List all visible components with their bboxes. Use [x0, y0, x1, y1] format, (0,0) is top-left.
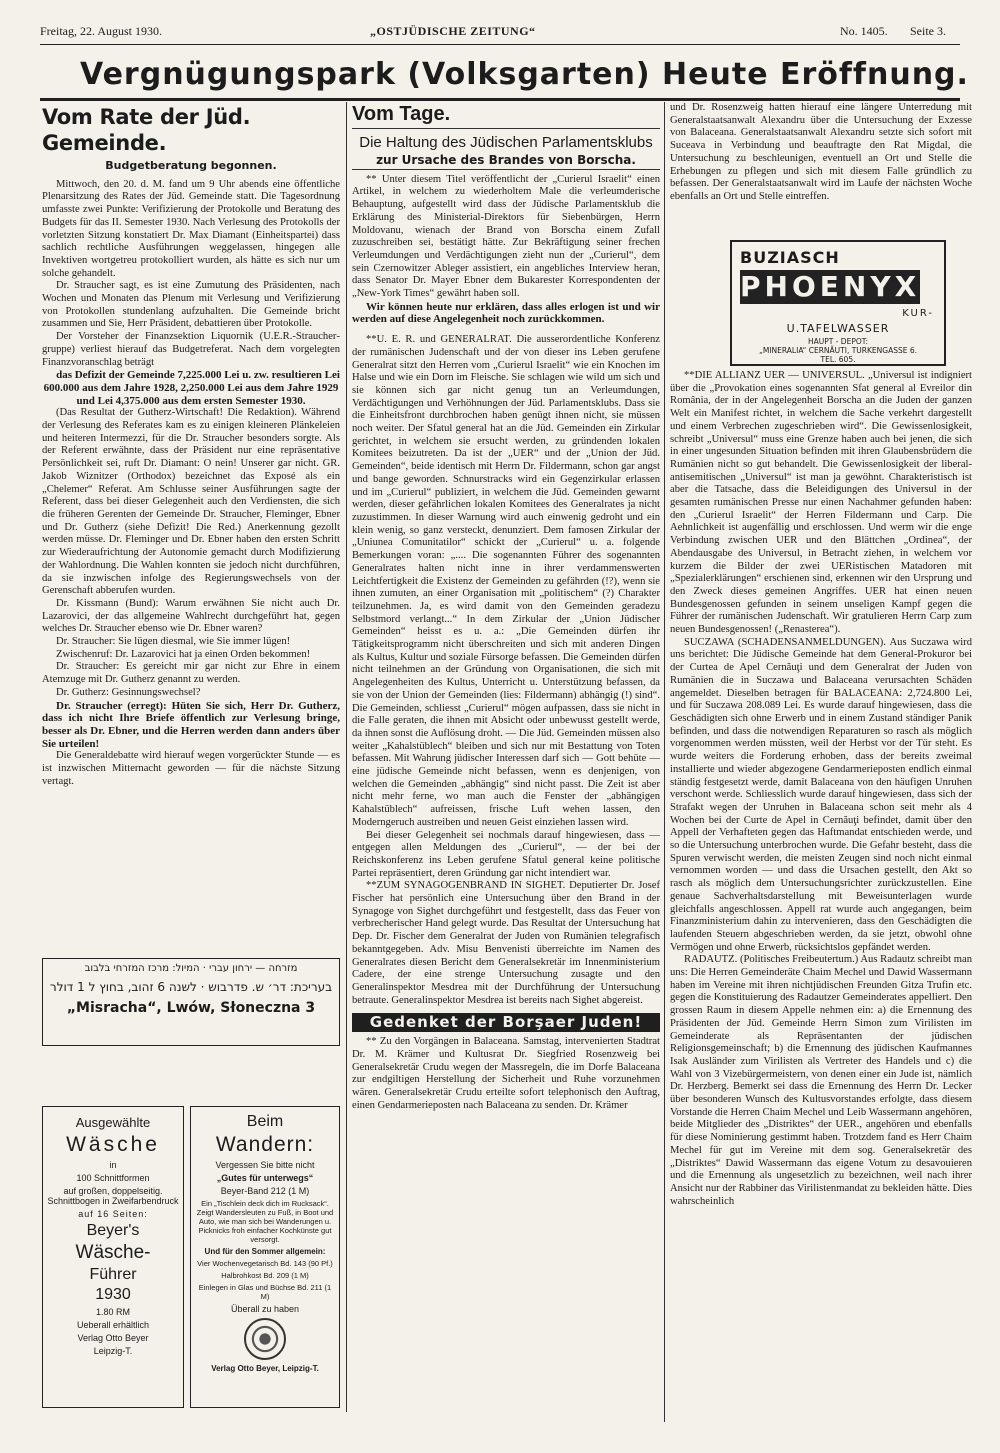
wandern-advertisement — [190, 1106, 340, 1408]
paragraph: SUCZAWA (SCHADENSANMELDUNGEN). Aus Suczawa wird uns berichtet: Die Jüdische Gemeinde hat dem General-Prokuror bei der Curtea de Apel Cernăuţi und dem Generalrat der Juden von Rumänien die in Suczawa und Balaceana verursachten Schäden angemeldet. Dieselben betragen für BALACEANA: 2,724.800 Lei, und für Suczawa 208.089 Lei. Es wurde darauf hingewiesen, dass die Geschädigten sich ohne Erwerb und in einem Zustand ständiger Panik befinden, und dass die notwendigen Reparaturen so rasch als möglich vorgenommen werden müssten, weil der Herbst vor der Tür steht. Es wurde weiters die Forderung erhoben, dass der bereits zweimal installierte und wieder abgezogene Gendarmerieposten endlich einmal ständig festgesetzt werde, damit Balaceana von den häufigen Unruhen verschont werde. Schliesslich wurde darauf hingewiesen, dass sich der Strafakt wegen der Unruhen in Balaceana schon seit mehr als 4 Wochen bei der Curte de Apel in Cernăuţi befindet, damit über den Appell der Verhafteten gegen das Haftmandat entschieden werde, und so die Untersuchung unterbrochen wurde. Die Gefahr besteht, dass die Spuren verwischt werden, die meisten Zeugen sind noch nicht einmal vernommen worden — und dass die Ursachen gestellt, den Akt so rasch als möglich dem Untersuchungsrichter zurückzustellen. Eine genaue Sachverhaltsdarstellung mit Beweisunterlagen wurde gleichfalls angeschlossen. Appell rat wurde auch angegangen, beim Finanzministerium dahin zu intervenieren, dass den Geschädigten die laufenden Steuern abgeschrieben werden, da sie jetzt, obwohl ohne Vermögen und ohne Erwerb, rücksichtslos gepfändet werden. — [670, 636, 972, 953]
ad-line: Halbrohkost Bd. 209 (1 M) — [221, 1271, 309, 1280]
ad-line: Beim — [246, 1113, 284, 1130]
paragraph: Mittwoch, den 20. d. M. fand um 9 Uhr abends eine öffentliche Plenarsitzung des Rates der Jüd. Gemeinde statt. Die Tagesordnung umfasste zwei Punkte: Verifizierung der Protokolle und Beratung des Budgets für das II. Semester 1930. Nach Verlesung des Protokolls der vorletzten Sitzung konstatiert Dr. Max Diamant (Einheitspartei) dass sachlich rechtliche Ausführungen weggelassen, hingegen alle Invektiven wortgetreu protokolliert wurden, als hätte es sich nur um solche gehandelt. — [42, 178, 340, 279]
ad-line: Ein „Tischlein deck dich im Rucksack“. Zeigt Wandersleuten zu Fuß, in Boot und Auto, wie man sich bei Wanderungen u. Picknicks froh einfacher Kochkünste gut versorgt. — [196, 1199, 334, 1244]
paragraph: und Dr. Rosenzweig hatten hierauf eine längere Unterredung mit Generalstaatsanwalt Alexandru über die Untersuchung der Exzesse von Balaceana. Generalstaatsanwalt Alexandru setzte sich sofort mit Suceava in Verbindung und beauftragte den Rat Migdal, die Untersuchung zu beschleunigen, eventuell an Ort und Stelle die Erhebungen zu pflegen und sich mit diesem Falle gründlich zu befassen. Der Generalstaatsanwalt wird im Laufe der nächsten Woche ebenfalls an Ort und Stelle eintreffen. — [670, 102, 972, 202]
ad-line: KUR- — [902, 308, 934, 319]
ad-line: „Gutes für unterwegs“ — [216, 1173, 314, 1183]
article-subtitle-borscha: zur Ursache des Brandes von Borscha. — [352, 154, 660, 170]
ad-line: auf großen, doppelseitig. Schnittbogen in Zweifarbendruck — [47, 1186, 179, 1206]
ad-line: auf 16 Seiten: — [78, 1209, 148, 1219]
paragraph: Dr. Straucher: Sie lügen diesmal, wie Sie immer lügen! — [56, 636, 291, 648]
ad-line: 1930 — [95, 1286, 131, 1303]
ad-line: Wandern: — [215, 1133, 315, 1156]
paragraph: ** Zu den Vorgängen in Balaceana. Samstag, intervenierten Stadtrat Dr. M. Krämer und Kultusrat Dr. Siegfried Rosenzweig bei Generalsekretär Crudu wegen der Massregeln, die im Dorfe Balaceana zur endgiltigen Herstellung der Sicherheit und Ruhe vorzunehmen wären. Generalsekretär Crudu erteilte sofort telephonisch den Auftrag, einen Gendarmerieposten nach Balaceana zu senden. Dr. Krämer — [352, 1036, 660, 1111]
ad-line: Vier Wochenvegetarisch Bd. 143 (90 Pf.) — [197, 1259, 333, 1268]
spacer — [352, 326, 660, 334]
ad-line: 100 Schnittformen — [76, 1173, 150, 1183]
ad-line: TEL. 605. — [820, 355, 856, 364]
paragraph: RADAUTZ. (Politisches Freibeutertum.) Aus Radautz schreibt man uns: Die Herren Gemeinderäte Chaim Mechel und Dawid Wassermann haben im Vereine mit ihren nichtjüdischen Freunden Gitza Trufin etc. gegen die Konstituierung des Radautzer Gemeinderates appelliert. Den grossen Raum in diesem Appelle nehmen ein: a) die Ernennung des Präsidenten der Jüd. Gemeinde Herrn Simon zum Virilisten im Gemeinderate als Repräsentanten der jüdischen Religionsgemeinschaft; b) die Ernennung des jüdischen Kaufmannes Isak Ausländer zum Virilisten als Vertreter des Handels und c) die Wahl von 3 Vizebürgermeistern, von denen einer ein Jude ist, nämlich Dr. Herzberg. Bemerkt sei dass die Ernennung des Herrn Dr. Lecker über besonderen Wunsch des Kultusvorstandes erfolgte, dass diesem Vorstande die Herren Chaim Mechel und Leib Wassermann angehören, beide Mitglieder des „Distriktes“ der UER., angehören und ebenfalls für diese Nominierung gestimmt haben. Trotzdem fand es Herr Chaim Mechel für gut im Vereine mit dem sog. Generalsekretär des „Distriktes“ Dawid Wassermann das eigene Votum zu desavouieren und die Ernennung als ungesetzlich zu bezeichnen, weil nach ihrer Ansicht nur der Rabbiner das Virilistenmandat zu bekleiden hätte. Dies wahrscheinlich — [670, 954, 972, 1207]
paragraph: Bei dieser Gelegenheit sei nochmals darauf hingewiesen, dass — entgegen allen Meldungen des „Curierul“, — der bei der Reichskonferenz ins Leben gerufene Sfatul general keine politische Partei repräsentiert, deren Gründung gar nicht intendiert war. — [352, 829, 660, 879]
ad-line: „MINERALIA“ CERNĂUTI, TURKENGASSE 6. — [758, 346, 918, 355]
ad-line: Beyer's — [86, 1222, 140, 1239]
paragraph: (Das Resultat der Gutherz-Wirtschaft! Die Redaktion). Während der Verlesung des Referates kam es zu einigen kleineren Plänkeleien und heiteren Intermezzi, für die Dr. Straucher besonders sorgte. Als der Referent erwähnte, dass der Präsident nur eine repräsentative Persönlichkeit sei, ruft Dr. Diamant: O nein! Unserer gar nicht. GR. Jakob Wiznitzer (Orthodox) bezeichnet das Exposé als ein „Chelemer“ Referat. Am Schlusse seiner Ausführungen sagte der Referent, dass bei dieser Gelegenheit auch den Verdiensten, die sich die früheren Gerenten der Gemeinde Dr. Straucher, Fleminger, Ebner und Dr. Gutherz (siehe Defizit! Die Red.) Anerkennung gezollt werden müsse. Dr. Fleminger und Dr. Ebner haben den ersten Schritt zur Wiederaufrichtung der Autonomie gemacht durch Modifizierung der Wahlordnung. Die Wahlen konnten sie jedoch nicht durchführen, da sie inzwischen infolge des Regierungswechsels von der Gerenschaft abberufen wurden. — [42, 407, 340, 597]
column-divider-1 — [346, 102, 347, 1412]
phoenix-mineralwater-advertisement — [730, 240, 946, 366]
ad-line: Ausgewählte — [75, 1115, 151, 1130]
ad-line: Vergessen Sie bitte nicht — [215, 1160, 315, 1170]
issue-number: No. 1405. — [840, 24, 888, 38]
deficit-statement: das Defizit der Gemeinde 7,225.000 Lei u. zw. resultieren Lei 600.000 aus dem Jahre 1928, 2,250.000 Lei aus dem Jahre 1929 und Lei 4,375.000 aus dem ersten Semester 1930. — [43, 369, 340, 407]
memorial-banner: Gedenket der Borşaer Juden! — [352, 1013, 660, 1032]
column-2 — [352, 102, 660, 1420]
ad-line: Wäsche — [66, 1133, 160, 1156]
ad-line: Einlegen in Glas und Büchse Bd. 211 (1 M) — [198, 1283, 332, 1301]
paragraph: Dr. Straucher sagt, es ist eine Zumutung des Präsidenten, nach Wochen und Monaten das Plenum mit Verlesung und Verifizierung von Protokollen stundenlang aufzuhalten. Die Gemeinde bricht zusammen und Sie, Herr Präsident, debattieren über Protokolle. — [42, 280, 340, 330]
ad-line: in — [109, 1160, 117, 1170]
ad-line: בעריכת: דר׳ ש. פדרבוש · לשנה 6 זהוב, בחוץ ל 1 דולר — [49, 980, 333, 994]
banner-rule — [40, 98, 960, 101]
ad-line: HAUPT - DEPOT: — [807, 337, 869, 346]
misracha-advertisement — [42, 958, 340, 1046]
ad-line: Überall zu haben — [230, 1304, 300, 1314]
article-subtitle: Budgetberatung begonnen. — [105, 159, 277, 172]
header-rule — [40, 44, 960, 45]
ad-line: Und für den Sommer allgemein: — [204, 1247, 326, 1256]
divider — [352, 128, 660, 129]
paragraph: Dr. Gutherz: Gesinnungswechsel? — [56, 686, 201, 698]
paragraph: **DIE ALLIANZ UER — UNIVERSUL. „Universul ist indigniert über die „Provokation eines sogenannten Sfat general al Evreilor din România, der in der Angelegenheit Borscha an die Juden der ganzen Welt ein Manifest richtet, in welchem die Sache verkehrt dargestellt und einem Verbrechen zugeschrieben wird“. Die Gewissenlosigkeit, schreibt „Universul“ muss eine Grenze haben auch bei jenen, die sich in einer ungesunden Situation befinden mit ihren Glaubensbrüdern die Rumänien nicht so gut behandelt. Die Gewissenlosigkeit der liberal-antisemitischen „Universul“ ist man ja gewöhnt. Charakteristisch ist aber die Tatsache, dass die Beleidigungen des Universul in der gesamten rumänischen Presse nur einen Nachahmer gefunden haben: den „Curierul Israelit“ der Herren Fildermann und Carp. Die Aehnlichkeit ist augenfällig und erschlossen. Und werm wir die enge Verbindung zwischen UER und den Blättchen „Ordinea“, der Abendausgabe des Universul, in Betracht ziehen, in welchem vor kurzem die Bilder der zwei UERistischen Matadoren mit „Spezialerklärungen“ erschienen sind, erkennen wir den Ursprung und den Zweck dieses gemeinen Angriffes. UER hat einen neuen Bundesgenossen gefunden in seinem unseligen Kampf gegen die Führer der rumänischen Judenschaft. Wir gratulieren Herrn Carp zum neuen Bundesgenossen! („Renasterea“). — [670, 370, 972, 636]
banner-headline: Vergnügungspark (Volksgarten) Heute Eröffnung. — [80, 57, 969, 92]
ad-line: Verlag Otto Beyer, Leipzig-T. — [211, 1364, 319, 1373]
column-3-top — [670, 102, 972, 225]
paragraph: **ZUM SYNAGOGENBRAND IN SIGHET. Deputierter Dr. Josef Fischer hat persönlich eine Untersuchung über den Brand in der Synagoge von Sighet durchgeführt und festgestellt, dass das Feuer von verbrecherischer Hand gelegt wurde. Das Resultat der Untersuchung hat Dep. Dr. Fischer dem Generalrat der Juden von Rumänien telegrafisch bekanntgegeben. Adv. Misu Benvenisti überreichte im Namen des Generalrates diesen Bericht dem Generalsekretär im Innenministerium Cadere, der eine strenge Untersuchung zusagte und den Generalinspektor Mesdrea mit der Durchführung der Untersuchung betraute. Generalinspektor Mesdrea ist bereits nach Sighet abgereist. — [352, 880, 660, 1006]
page-number: Seite 3. — [910, 24, 946, 38]
publisher-logo-icon — [244, 1318, 286, 1360]
ad-line: Leipzig-T. — [93, 1346, 133, 1356]
paper-name: „OSTJÜDISCHE ZEITUNG“ — [370, 24, 536, 38]
ad-line: Führer — [89, 1266, 137, 1283]
paragraph: Die Generaldebatte wird hierauf wegen vorgerückter Stunde — es ist inzwischen Mitternacht geworden — für die nächste Sitzung vertagt. — [42, 750, 340, 787]
ad-line: Verlag Otto Beyer — [77, 1333, 149, 1343]
paragraph: Dr. Straucher: Es gereicht mir gar nicht zur Ehre in einem Atemzuge mit Dr. Gutherz genannt zu werden. — [42, 661, 340, 686]
ad-line: Beyer-Band 212 (1 M) — [220, 1186, 310, 1196]
column-3 — [670, 370, 972, 1420]
paragraph-bold: Wir können heute nur erklären, dass alles erlogen ist und wir werden auf diese Angelegenheit noch zurückkommen. — [352, 300, 660, 326]
issue-date: Freitag, 22. August 1930. — [40, 24, 162, 38]
ad-line: BUZIASCH — [740, 248, 840, 267]
paragraph: **U. E. R. und GENERALRAT. Die ausserordentliche Konferenz der rumänischen Judenschaft und der von dieser ins Leben gerufene Generalrat sitzt den Herren vom „Curierul Israelit“ wie ein Knochen im Halse und wie ein Dorn im Fleische. Sie schlagen wie wild um sich und sie können sich gar nicht genug tun an Verleumdungen, Verdächtigungen und Verhöhnungen der Jüd. Parlamentsklubs. Dass sie die Einheitsfront durchbrochen haben genügt ihnen nicht, sie müssen noch weiter. Der Sfatul general hat an die Jüd. Gemeinden ein Zirkular gerichtet, in welchem sie ersucht werden, zu gründenden lokalen Komitees beizutreten. Da ist der „UER“ und der „Union der Jüd. Gemeinden“, beide identisch mit Herrn Dr. Fildermann, schon gar angst und bange geworden. Schnurstracks wird ein Gegenzirkular erlassen und im „Curierul“ publiziert, in welchem die Jüd. Gemeinden gewarnt werden, dieser gefährlichen lokalen Komitees des Generalrates ja nicht zuzustimmen. In dieser Warnung wird auch einwenig gedroht und ein klein wenig, so ganz versteckt, denunziert. Dem famosen Zirkular der „Uniunea Comunitatilor“ schickt der „Curierul“ u. a. folgende Bemerkungen voran: „.... Die sogenannten Führer des sogenannten Generalrates halten nicht inne in ihrer verdammenswerten Leichtfertigkeit die Existenz der Gemeinden zu gefährden (!?), wenn sie ihnen zumuten, an einer Organisation mit „politischem“ (?) Charakter teilzunehmen. Ja, es wird damit von den Gemeinden geradezu Selbstmord verlangt...“ In dem Zirkular der „Union Jüdischer Gemeinden“ heisst es u. a.: „Die Gemeinden dürfen ihr Tätigkeitsprogramm nicht überschreiten und sich mit anderen Dingen als Kultus, Kultur und soziale Fürsorge befassen. Die Gemeinden dürfen nicht teilnehmen an der Gründung von Organisationen, die sich mit Angelegenheiten des Kultus, Unterricht u. Unterstützung befassen, da sie von der Union der Gemeinden (lies: Fildermann) abhängig (!) sind“. Die Gemeinden, schliesst „Curierul“ mögen aufpassen, dass sie nicht in die Falle geraten, die ihnen mit Absicht oder unbewusst gestellt werde, da ihnen sonst die Auflösung droht. — Die Jüd. Gemeinden müssen also weiter „Kahalstüblech“ bleiben und sich nur mit Bestattung von Toten befassen. Mit Wahrung jüdischer Interessen darf sich — Gott behüte — eine jüdische Gemeinde nicht befassen, wenn es denjenigen, von welchen die Gemeinden „abhängig“ sind nicht passt. Die Zeit ist aber nicht mehr ferne, wo man auch die Fenster der „abhängigen Kahalstüblech“ aufreissen, frische Luft wehen lassen, den Moderngeruch austreiben und neuen Geist einziehen lassen wird. — [352, 334, 660, 828]
paragraph: Zwischenruf: Dr. Lazarovici hat ja einen Orden bekommen! — [56, 648, 311, 660]
article-title-gemeinde: Vom Rate der Jüd. Gemeinde. — [42, 105, 251, 155]
ad-brand: PHOENYX — [740, 270, 921, 303]
article-title-parlamentsklub: Die Haltung des Jüdischen Parlamentsklubs — [359, 134, 653, 151]
column-1 — [42, 102, 340, 947]
paragraph: Dr. Kissmann (Bund): Warum erwähnen Sie nicht auch Dr. Lazarovici, der das allgemeine Wahlrecht durchgeführt hat, gegen welches Dr. Straucher ebenso wie Dr. Ebner waren? — [42, 597, 340, 635]
paragraph: ** Unter diesem Titel veröffentlicht der „Curierul Israelit“ einen Artikel, in welchem zu wiederholtem Male die verleumderische Behauptung, aufgestellt wird dass der Jüdische Parlamentsklub die Erklärung des Ministerial-Direktors für Siebenbürgen, Herrn Moldovanu, wienach der Brand von Borscha einem Zufall zuzuschreiben sei, bestätigt hätte. Zur Bekräftigung seiner frechen Verleumdungen und Verdächtigungen zieht nun der „Curierul“, dem sein Czernowitzer Ableger assistiert, ein angebliches Interview heran, dass Senator Dr. Mayer Ebner dem Bukarester Korrespondenten der „New-York Times“ gewährt haben soll. — [352, 173, 660, 300]
column-divider-2 — [664, 102, 665, 1422]
ad-line: Wäsche- — [75, 1242, 151, 1263]
ad-line: 1.80 RM — [95, 1307, 130, 1317]
ad-line: מזרחה — ירחון עברי · המיול: מרכז המזרחי בלבוב — [84, 963, 298, 974]
ad-line: U.TAFELWASSER — [786, 322, 890, 335]
paragraph: Der Vorsteher der Finanzsektion Liquornik (U.E.R.-Strauchergruppe) verliest hierauf das Budgetreferat. Nach dem vorgelegten Finanzvoranschlag beträgt — [42, 331, 340, 368]
waesche-advertisement — [42, 1106, 184, 1408]
ad-line: Ueberall erhältlich — [76, 1320, 150, 1330]
ad-address: „Misracha“, Lwów, Słoneczna 3 — [66, 1000, 316, 1016]
section-title: Vom Tage. — [352, 103, 451, 125]
paragraph-bold: Dr. Straucher (erregt): Hüten Sie sich, Herr Dr. Gutherz, dass ich nicht Ihre Briefe öffentlich zur Verlesung bringe, besser als Dr. Ebner, und die Herren werden dann anders über Sie urteilen! — [42, 699, 340, 750]
page-header — [40, 24, 960, 44]
